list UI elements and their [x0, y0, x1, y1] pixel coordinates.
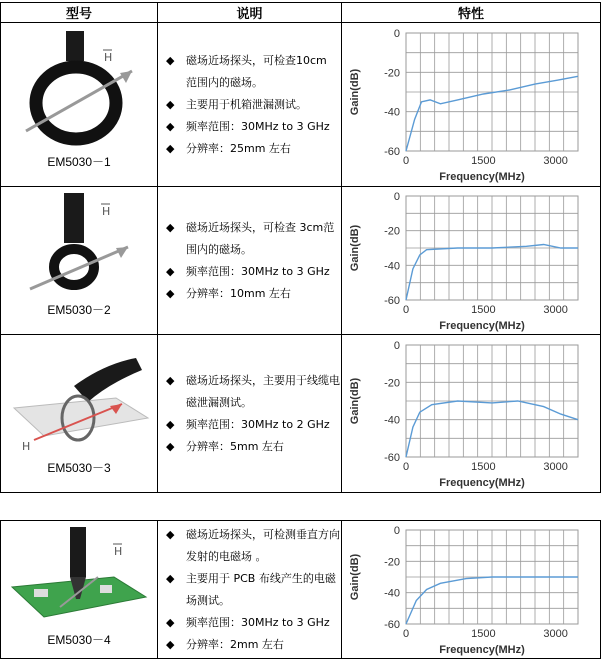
bullet-item: ◆ 频率范围：30MHz to 3 GHz — [164, 612, 341, 634]
bullet-item: ◆ 分辨率：5mm 左右 — [164, 436, 341, 458]
x-tick-label: 1500 — [471, 460, 496, 473]
y-tick-label: -40 — [384, 106, 400, 119]
description-cell — [158, 23, 342, 187]
x-axis-label: Frequency(MHz) — [439, 643, 525, 656]
diamond-bullet-icon: ◆ — [166, 53, 175, 67]
header-description: 说明 — [158, 3, 342, 23]
x-tick-label: 3000 — [543, 154, 568, 167]
description-cell — [158, 187, 342, 335]
model-cell — [1, 335, 158, 493]
bullet-item: ◆ 分辨率：10mm 左右 — [164, 283, 341, 305]
y-tick-label: 0 — [393, 27, 400, 40]
probe-icon — [4, 193, 154, 303]
x-tick-label: 0 — [402, 303, 410, 316]
svg-text:H: H — [114, 544, 123, 558]
diamond-bullet-icon: ◆ — [166, 439, 175, 453]
bullet-item: ◆ 分辨率：2mm 左右 — [164, 634, 341, 656]
probe-icon — [4, 527, 154, 631]
chart-cell — [342, 187, 601, 335]
probe-icon — [4, 31, 154, 159]
table-header-row — [1, 3, 601, 23]
gain-chart — [342, 337, 600, 491]
model-cell — [1, 187, 158, 335]
x-tick-label: 0 — [402, 154, 410, 167]
y-axis-label: Gain(dB) — [349, 377, 361, 424]
y-tick-label: -60 — [384, 294, 400, 307]
model-name: EM5030－2 — [47, 303, 111, 317]
model-name: EM5030－3 — [47, 461, 111, 475]
x-tick-label: 3000 — [543, 303, 568, 316]
chart-cell — [342, 335, 601, 493]
bullet-item: ◆ 主要用于 PCB 布线产生的电磁场测试。 — [164, 568, 341, 612]
y-axis-label: Gain(dB) — [349, 553, 361, 600]
bullet-item: ◆ 频率范围：30MHz to 3 GHz — [164, 116, 341, 138]
diamond-bullet-icon: ◆ — [166, 141, 175, 155]
bullet-item: ◆ 磁场近场探头，可检查10cm 范围内的磁场。 — [164, 50, 341, 94]
y-tick-label: -40 — [384, 259, 400, 272]
x-tick-label: 1500 — [471, 154, 496, 167]
svg-text:H: H — [22, 439, 31, 453]
model-name: EM5030－4 — [47, 633, 111, 647]
diamond-bullet-icon: ◆ — [166, 527, 175, 541]
x-tick-label: 0 — [402, 460, 410, 473]
y-tick-label: -60 — [384, 618, 400, 631]
x-tick-label: 1500 — [471, 627, 496, 640]
table-row — [1, 23, 601, 187]
header-characteristics: 特性 — [342, 3, 601, 23]
diamond-bullet-icon: ◆ — [166, 417, 175, 431]
x-tick-label: 1500 — [471, 303, 496, 316]
model-cell — [1, 23, 158, 187]
table-row — [1, 187, 601, 335]
chart-cell — [342, 521, 601, 659]
diamond-bullet-icon: ◆ — [166, 286, 175, 300]
svg-text:H: H — [102, 204, 111, 218]
diamond-bullet-icon: ◆ — [166, 571, 175, 585]
diamond-bullet-icon: ◆ — [166, 615, 175, 629]
x-axis-label: Frequency(MHz) — [439, 170, 525, 183]
diamond-bullet-icon: ◆ — [166, 119, 175, 133]
y-tick-label: -60 — [384, 145, 400, 158]
svg-text:H: H — [104, 50, 113, 64]
diamond-bullet-icon: ◆ — [166, 373, 175, 387]
y-tick-label: 0 — [393, 339, 400, 352]
model-cell — [1, 521, 158, 659]
bullet-item: ◆ 分辨率：25mm 左右 — [164, 138, 341, 160]
diamond-bullet-icon: ◆ — [166, 220, 175, 234]
x-tick-label: 3000 — [543, 460, 568, 473]
gain-chart — [342, 522, 600, 658]
y-tick-label: -40 — [384, 587, 400, 600]
header-model: 型号 — [1, 3, 158, 23]
bullet-item: ◆ 主要用于机箱泄漏测试。 — [164, 94, 341, 116]
bullet-item: ◆ 磁场近场探头，可检测垂直方向发射的电磁场 。 — [164, 524, 341, 568]
diamond-bullet-icon: ◆ — [166, 97, 175, 111]
model-name: EM5030－1 — [47, 155, 111, 169]
bullet-item: ◆ 频率范围：30MHz to 3 GHz — [164, 261, 341, 283]
gain-chart — [342, 188, 600, 334]
y-tick-label: -60 — [384, 451, 400, 464]
x-tick-label: 3000 — [543, 627, 568, 640]
chart-cell — [342, 23, 601, 187]
bullet-item: ◆ 磁场近场探头，主要用于线缆电磁泄漏测试。 — [164, 370, 341, 414]
y-axis-label: Gain(dB) — [349, 224, 361, 271]
diamond-bullet-icon: ◆ — [166, 264, 175, 278]
y-tick-label: -20 — [384, 66, 400, 79]
probe-icon — [4, 344, 154, 460]
table-row — [1, 521, 601, 659]
bullet-item: ◆ 磁场近场探头，可检查 3cm范围内的磁场。 — [164, 217, 341, 261]
x-axis-label: Frequency(MHz) — [439, 476, 525, 489]
y-tick-label: 0 — [393, 190, 400, 203]
description-cell — [158, 335, 342, 493]
table-row — [1, 335, 601, 493]
y-tick-label: -20 — [384, 555, 400, 568]
description-cell — [158, 521, 342, 659]
gain-chart — [342, 25, 600, 185]
y-tick-label: -40 — [384, 414, 400, 427]
x-axis-label: Frequency(MHz) — [439, 319, 525, 332]
x-tick-label: 0 — [402, 627, 410, 640]
diamond-bullet-icon: ◆ — [166, 637, 175, 651]
y-tick-label: -20 — [384, 225, 400, 238]
y-axis-label: Gain(dB) — [349, 68, 361, 115]
y-tick-label: -20 — [384, 376, 400, 389]
bullet-item: ◆ 频率范围：30MHz to 2 GHz — [164, 414, 341, 436]
y-tick-label: 0 — [393, 524, 400, 537]
